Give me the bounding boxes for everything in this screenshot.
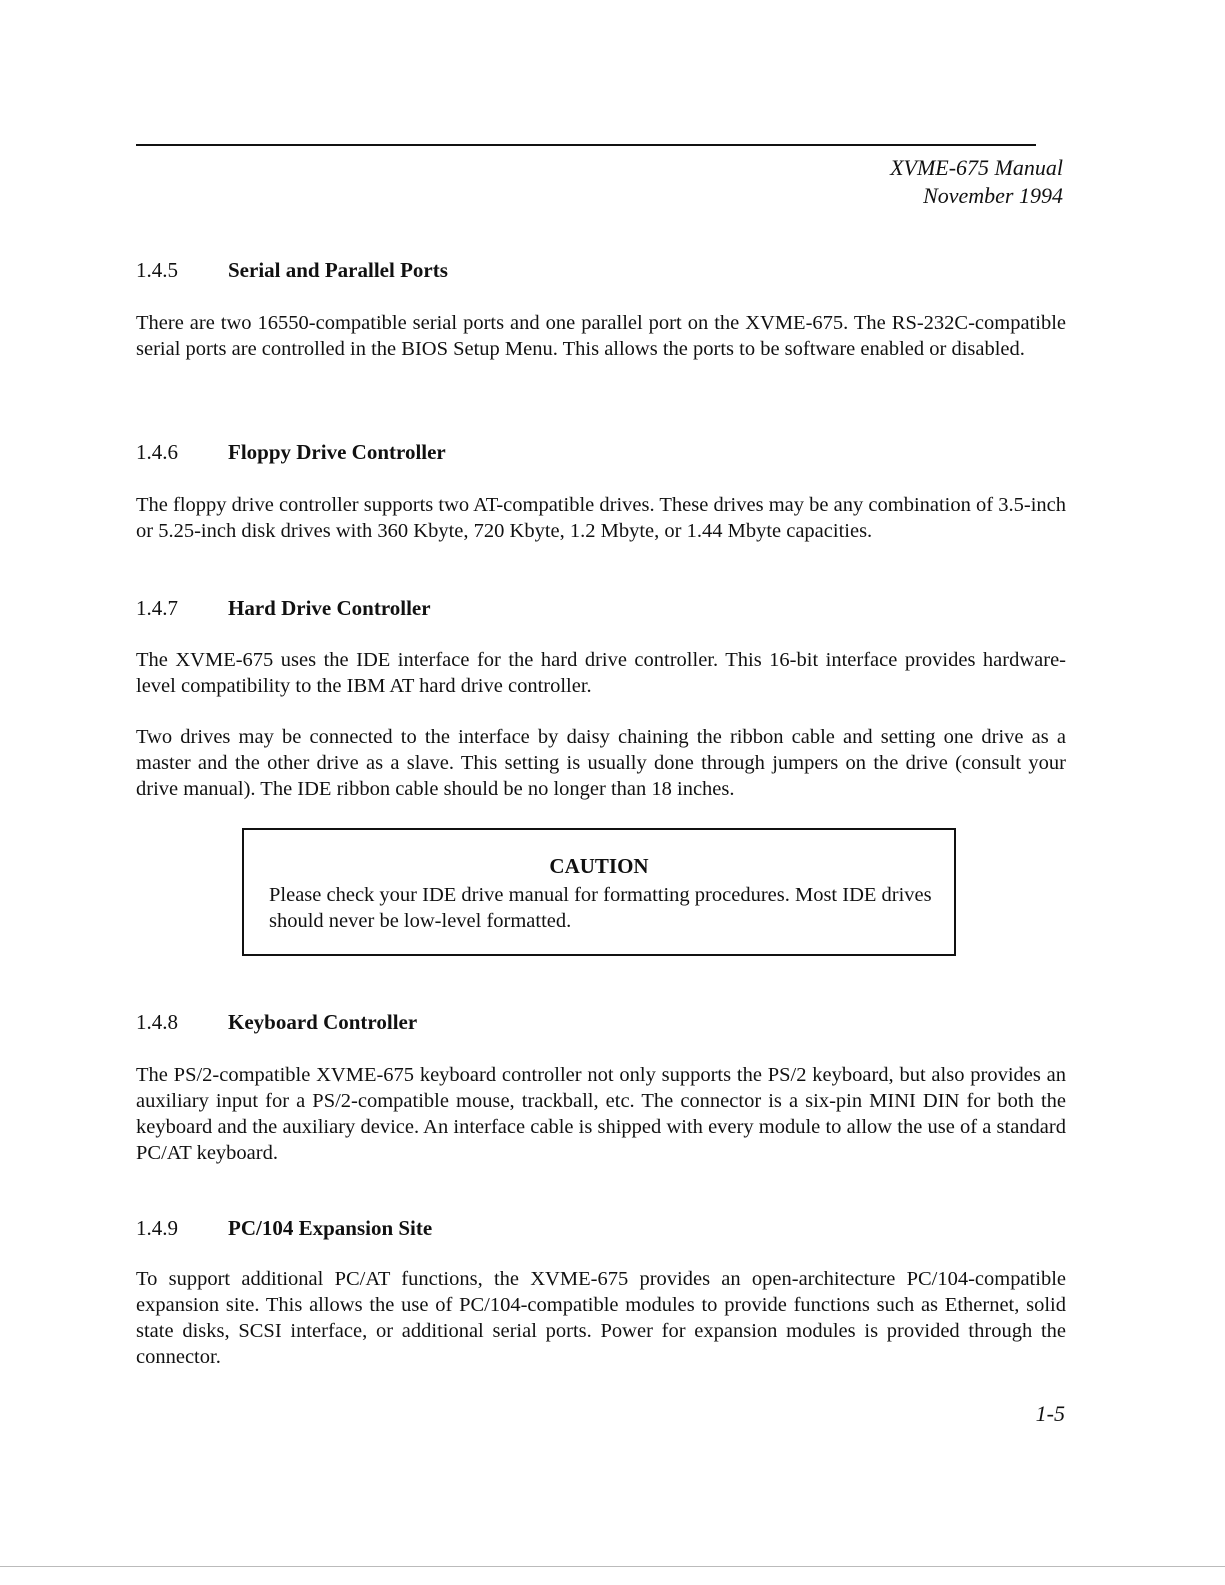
caution-text: Please check your IDE drive manual for formatting procedures. Most IDE drives should never be low-level formatted. (269, 884, 932, 932)
manual-title: XVME-675 Manual (890, 155, 1063, 180)
section-heading-1-4-8 (136, 1008, 417, 1036)
scan-edge-line (0, 1566, 1225, 1567)
paragraph-serial-ports: There are two 16550-compatible serial ports and one parallel port on the XVME-675. The RS-232C-compatible serial ports are controlled in the BIOS Setup Menu. This allows the ports to be software enabled or disabled. (136, 312, 1066, 360)
caution-title: CAUTION (549, 854, 649, 878)
section-heading-1-4-7 (136, 594, 431, 622)
paragraph-floppy-controller: The floppy drive controller supports two AT-compatible drives. These drives may be any combination of 3.5-inch or 5.25-inch disk drives with 360 Kbyte, 720 Kbyte, 1.2 Mbyte, or 1.44 Mbyte capacities. (136, 494, 1066, 542)
section-number: 1.4.9 (136, 1216, 178, 1240)
page-header (890, 154, 1063, 210)
section-number: 1.4.6 (136, 440, 178, 464)
paragraph-pc104-expansion: To support additional PC/AT functions, the XVME-675 provides an open-architecture PC/104-compatible expansion site. This allows the use of PC/104-compatible modules to provide functions such as Ethernet, solid state disks, SCSI interface, or additional serial ports. Power for expansion modules is provided through the connector. (136, 1268, 1066, 1368)
paragraph-keyboard-controller: The PS/2-compatible XVME-675 keyboard controller not only supports the PS/2 keyboard, but also provides an auxiliary input for a PS/2-compatible mouse, trackball, etc. The connector is a six-pin MINI DIN for both the keyboard and the auxiliary device. An interface cable is shipped with every module to allow the use of a standard PC/AT keyboard. (136, 1064, 1066, 1164)
section-title: PC/104 Expansion Site (228, 1216, 433, 1240)
manual-date: November 1994 (923, 183, 1063, 208)
page-number: 1-5 (1035, 1401, 1065, 1426)
paragraph-hard-drive-1: The XVME-675 uses the IDE interface for the hard drive controller. This 16-bit interface provides hardware-level compatibility to the IBM AT hard drive controller. (136, 649, 1066, 697)
section-title: Floppy Drive Controller (228, 440, 446, 464)
section-heading-1-4-9 (136, 1214, 432, 1242)
section-title: Hard Drive Controller (228, 596, 431, 620)
paragraph-hard-drive-2: Two drives may be connected to the interface by daisy chaining the ribbon cable and setting one drive as a master and the other drive as a slave. This setting is usually done through jumpers on the drive (consult your drive manual). The IDE ribbon cable should be no longer than 18 inches. (136, 726, 1066, 800)
section-heading-1-4-6 (136, 438, 446, 466)
section-number: 1.4.7 (136, 596, 178, 620)
section-heading-1-4-5 (136, 256, 448, 284)
section-title: Keyboard Controller (228, 1010, 418, 1034)
caution-box (242, 828, 956, 956)
section-number: 1.4.8 (136, 1010, 178, 1034)
header-rule (136, 144, 1036, 146)
section-number: 1.4.5 (136, 258, 178, 282)
section-title: Serial and Parallel Ports (228, 258, 448, 282)
